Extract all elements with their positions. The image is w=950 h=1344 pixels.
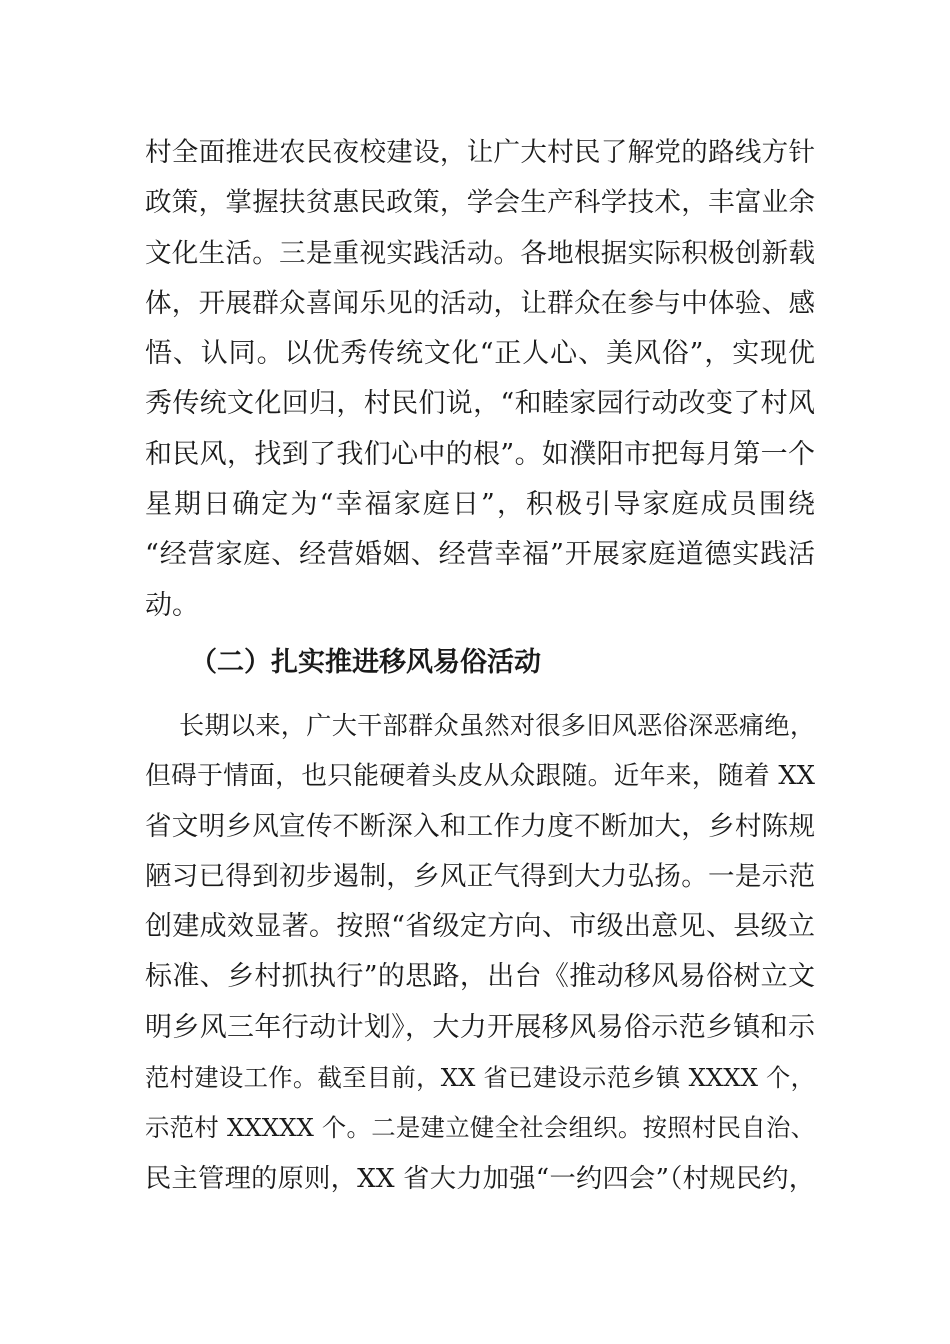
paragraph-line: 民主管理的原则，XX 省大力加强“一约四会”（村规民约， [145, 1163, 815, 1194]
paragraph-line: 长期以来，广大干部群众虽然对很多旧风恶俗深恶痛绝， [179, 711, 815, 740]
paragraph-line: 和民风，找到了我们心中的根”。如濮阳市把每月第一个 [145, 438, 815, 470]
paragraph-line: 体，开展群众喜闻乐见的活动，让群众在参与中体验、感 [145, 287, 815, 319]
paragraph-line: 动。 [145, 589, 199, 621]
paragraph-line: 明乡风三年行动计划》，大力开展移风易俗示范乡镇和示 [145, 1011, 815, 1043]
paragraph-line: 创建成效显著。按照“省级定方向、市级出意见、县级立 [145, 911, 815, 943]
paragraph-line: 秀传统文化回归，村民们说，“和睦家园行动改变了村风 [145, 388, 815, 420]
paragraph-continued [145, 128, 815, 631]
paragraph-line: 示范村 XXXXX 个。二是建立健全社会组织。按照村民自治、 [145, 1113, 815, 1143]
paragraph-line: 省文明乡风宣传不断深入和工作力度不断加大，乡村陈规 [145, 810, 815, 842]
paragraph-line: 村全面推进农民夜校建设，让广大村民了解党的路线方针 [145, 137, 815, 168]
paragraph-line: 标准、乡村抓执行”的思路，出台《推动移风易俗树立文 [145, 961, 815, 993]
paragraph-line: 但碍于情面，也只能硬着头皮从众跟随。近年来，随着 XX [145, 761, 815, 792]
paragraph-body [145, 701, 815, 1204]
paragraph-line: 文化生活。三是重视实践活动。各地根据实际积极创新载 [145, 237, 815, 269]
paragraph-line: 陋习已得到初步遏制，乡风正气得到大力弘扬。一是示范 [145, 860, 815, 892]
paragraph-line: 政策，掌握扶贫惠民政策，学会生产科学技术，丰富业余 [145, 187, 815, 219]
paragraph-line: 范村建设工作。截至目前，XX 省已建设示范乡镇 XXXX 个， [145, 1063, 815, 1093]
paragraph-line: 星期日确定为“幸福家庭日”，积极引导家庭成员围绕 [145, 489, 815, 521]
section-heading: （二）扎实推进移风易俗活动 [190, 647, 541, 678]
paragraph-line: “经营家庭、经营婚姻、经营幸福”开展家庭道德实践活 [145, 539, 815, 571]
paragraph-line: 悟、认同。以优秀传统文化“正人心、美风俗”，实现优 [145, 338, 815, 370]
